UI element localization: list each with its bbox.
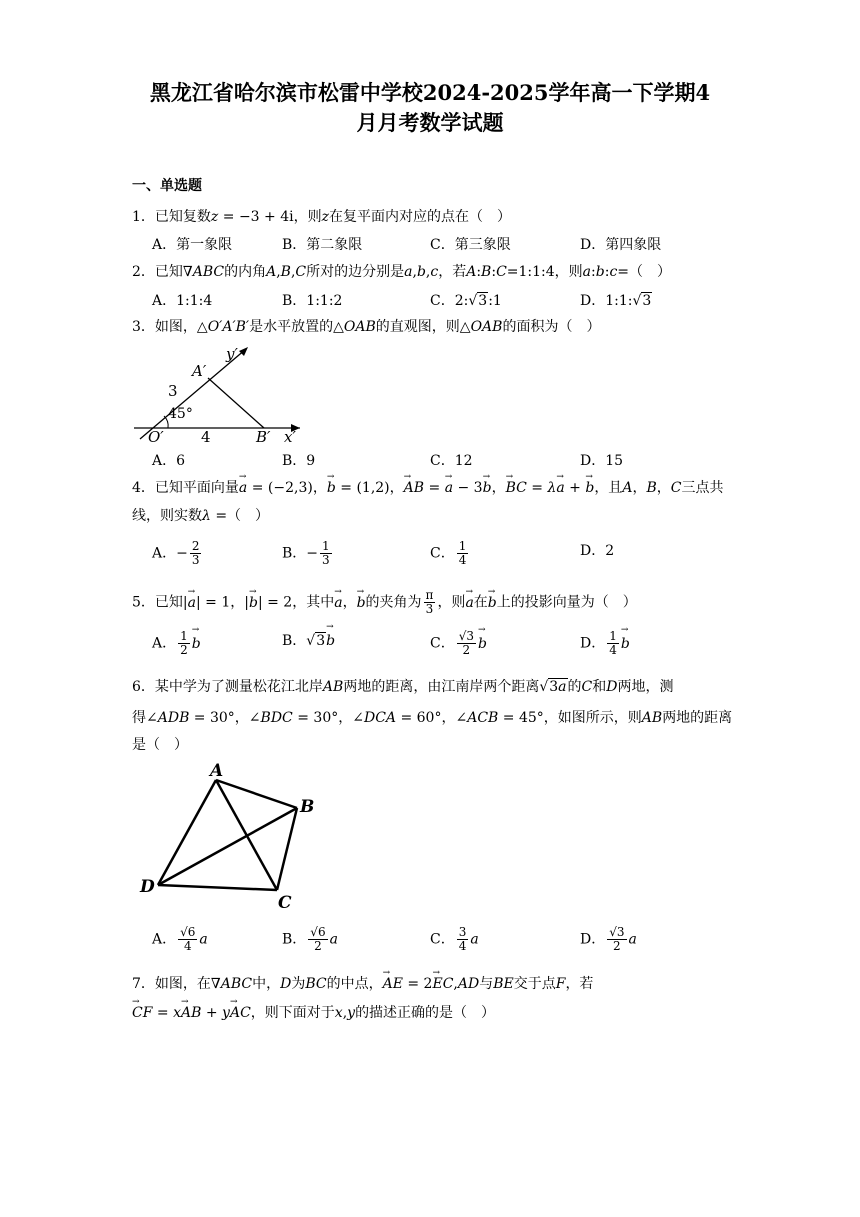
oblique-triangle-figure [128,343,308,445]
question-4-line-2: 线，则实数λ =（ ） [132,508,270,524]
question-number: 6． [132,679,155,695]
label-c: C [278,893,292,910]
question-6-line-3: 是（ ） [132,737,188,753]
option-a[interactable]: A．1:1:4 [152,293,213,309]
question-4: 4．已知平面向量→ a = (−2,3)，→ b = (1,2)，→ AB = → a − 3→ b，→ BC = λ→ a + → b，且A，B，C三点共 [132,478,723,498]
option-b[interactable]: B．√3→ b [282,630,335,650]
option-d[interactable]: D．第四象限 [580,237,662,253]
label-b: B′ [256,428,271,445]
option-c[interactable]: C． $\frac{3}{4}$ a [430,925,479,953]
option-b[interactable]: B．1:1:2 [282,293,343,309]
option-c[interactable]: C．2:√3:1 [430,293,502,309]
question-2: 2．已知∇ABC的内角A,B,C所对的边分别是a,b,c，若A:B:C=1:1:4，则a:b:c=（ ） [132,264,672,280]
quadrilateral-figure [134,760,324,910]
question-5-options [152,630,752,664]
option-c[interactable]: C．12 [430,453,473,469]
option-b[interactable]: B．9 [282,453,316,469]
label-b: B [300,797,315,817]
question-number: 1． [132,209,155,225]
label-o: O′ [148,428,164,445]
label-x: x′ [284,428,296,445]
question-6-options [152,926,752,960]
question-number: 3． [132,319,155,335]
option-d[interactable]: D．2 [580,543,615,559]
question-number: 2． [132,264,155,280]
option-d[interactable]: D．1:1:√3 [580,293,652,309]
label-d: D [140,877,155,897]
option-a[interactable]: A． $\frac{√6}{4}$ a [152,925,208,953]
label-side: 3 [168,382,178,400]
option-b[interactable]: B．第二象限 [282,237,363,253]
option-a[interactable]: A．第一象限 [152,237,233,253]
option-a[interactable]: A．6 [152,453,186,469]
section-heading: 一、单选题 [132,178,202,194]
question-5: 5．已知|→ a| = 1，|→ b| = 2，其中→ a，→ b的夹角为 $\frac{\pi}{3}$ ，则→ a在→ b上的投影向量为（ ） [132,589,637,616]
question-3: 3．如图，△O′A′B′是水平放置的△OAB的直观图，则△OAB的面积为（ ） [132,319,601,335]
label-y: y′ [226,345,238,363]
option-c[interactable]: C．第三象限 [430,237,511,253]
option-a[interactable]: A． $\frac{1}{2}$ → b [152,630,201,657]
page-title [80,78,780,138]
question-number: 5． [132,594,155,611]
option-c[interactable]: C． $\frac{√3}{2}$ → b [430,630,487,657]
title-line-2: 月月考数学试题 [356,110,504,135]
option-a[interactable]: A．− $\frac{2}{3}$ [152,539,200,567]
label-a: A′ [192,362,207,380]
option-b[interactable]: B．− $\frac{1}{3}$ [282,539,330,567]
question-6: 6．某中学为了测量松花江北岸AB两地的距离，由江南岸两个距离√3a的C和D两地，测 [132,679,674,695]
question-4-options [152,540,752,570]
option-d[interactable]: D． $\frac{√3}{2}$ a [580,925,637,953]
option-b[interactable]: B． $\frac{√6}{2}$ a [282,925,338,953]
question-7-line-2: → CF = x→ AB + y→ AC，则下面对于x,y的描述正确的是（ ） [132,1003,495,1023]
question-number: 7． [132,976,155,992]
question-number: 4． [132,480,155,496]
label-angle: 45° [168,406,193,422]
question-2-options [152,290,752,312]
label-a: A [210,761,224,781]
question-7: 7．如图，在∇ABC中，D为BC的中点，→ AE = 2→ EC,AD与BE交于点F，若 [132,974,593,994]
option-c[interactable]: C． $\frac{1}{4}$ [430,539,467,567]
label-base: 4 [201,428,211,445]
question-1: 1．已知复数z = −3 + 4i，则z在复平面内对应的点在（ ） [132,209,511,225]
option-d[interactable]: D．15 [580,453,624,469]
question-1-options [152,234,752,256]
option-d[interactable]: D． $\frac{1}{4}$ → b [580,630,630,657]
question-6-line-2: 得∠ADB = 30°，∠BDC = 30°，∠DCA = 60°，∠ACB = 45°，如图所示，则AB两地的距离 [132,710,733,726]
title-line-1: 黑龙江省哈尔滨市松雷中学校2024-2025学年高一下学期4 [149,80,711,105]
